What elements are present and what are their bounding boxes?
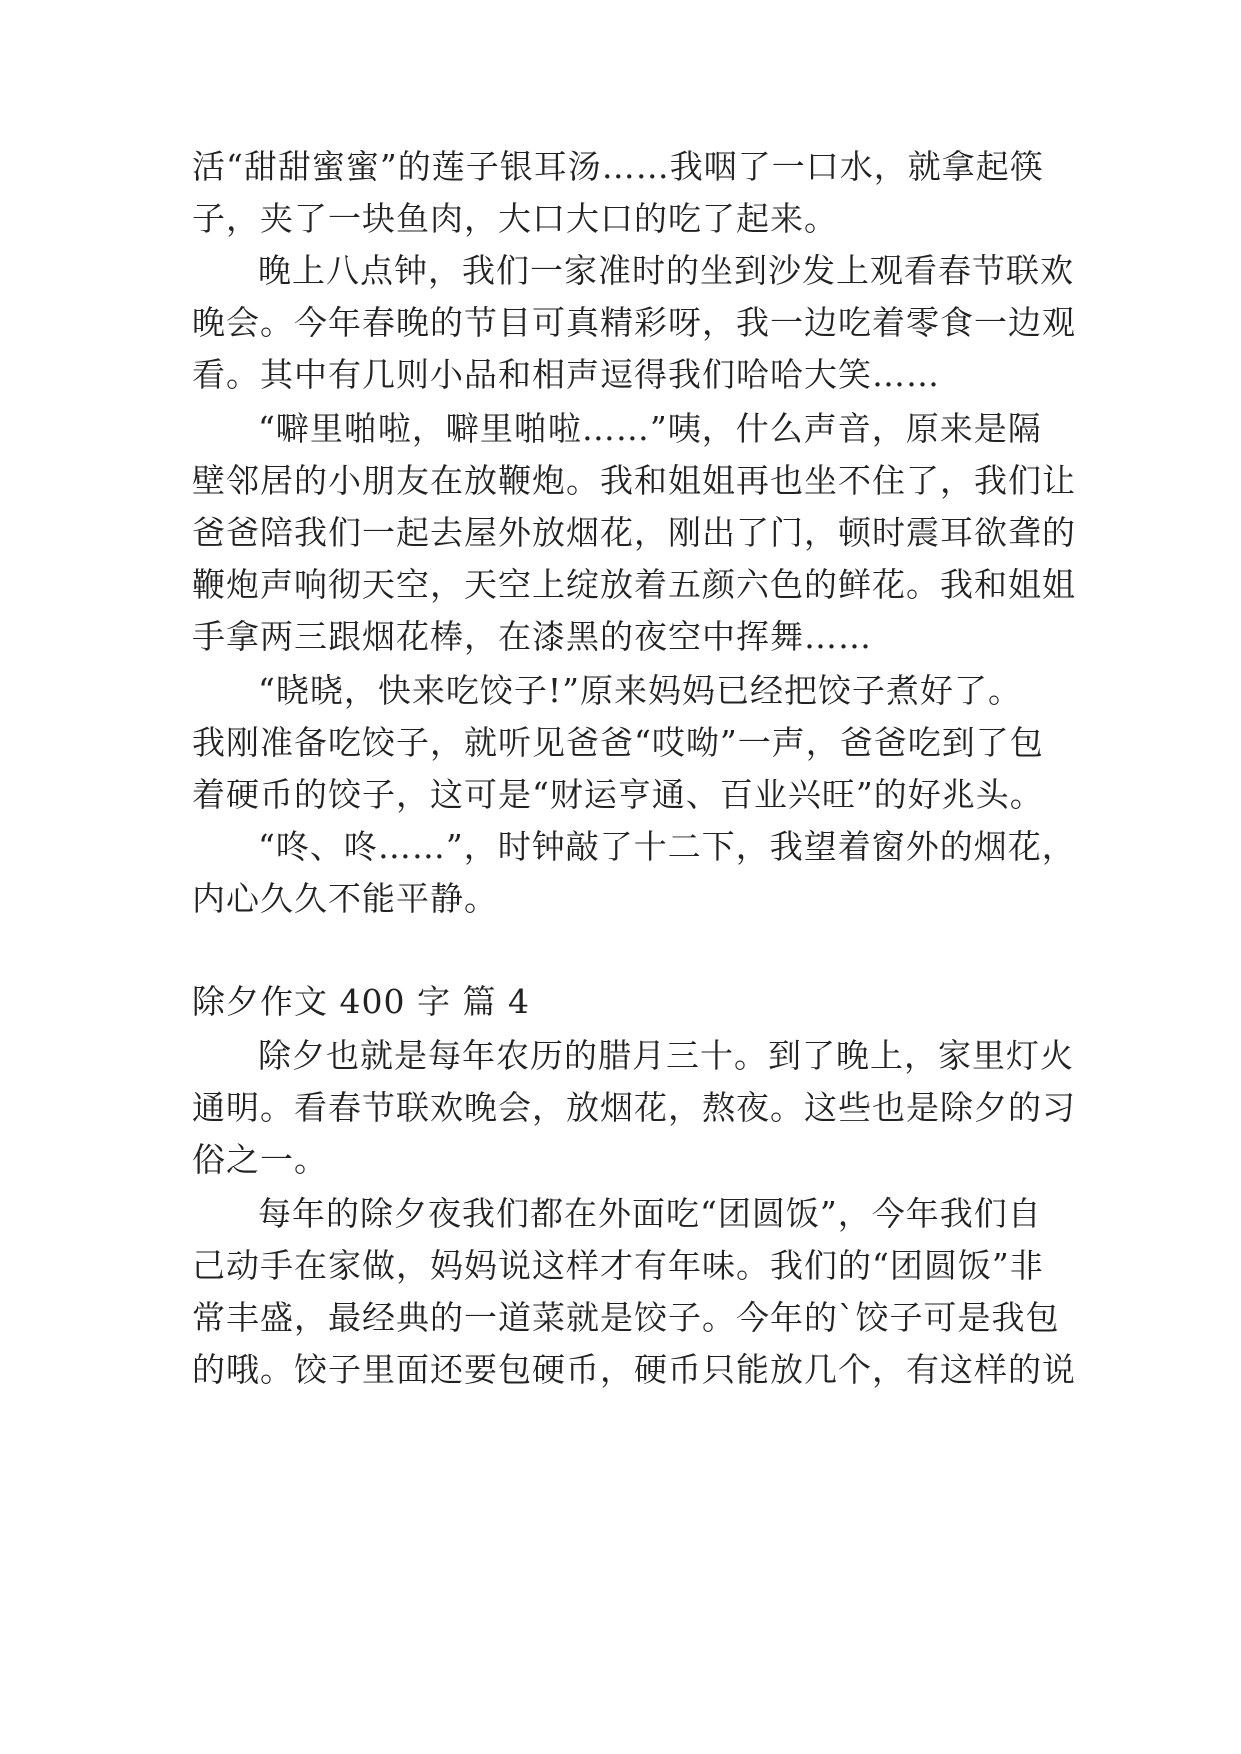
text-line: 每年的除夕夜我们都在外面吃“团圆饭”，今年我们自 — [258, 1194, 1042, 1233]
section-heading: 除夕作文 400 字 篇 4 — [192, 982, 530, 1021]
text-line: 着硬币的饺子，这可是“财运亨通、百业兴旺”的好兆头。 — [192, 775, 1044, 814]
text-line: 壁邻居的小朋友在放鞭炮。我和姐姐再也坐不住了，我们让 — [192, 461, 1076, 500]
text-line: 的哦。饺子里面还要包硬币，硬币只能放几个，有这样的说 — [192, 1350, 1076, 1389]
text-line: 俗之一。 — [192, 1140, 328, 1179]
text-line: 我刚准备吃饺子，就听见爸爸“哎呦”一声，爸爸吃到了包 — [192, 723, 1044, 762]
text-line: “晓晓，快来吃饺子!”原来妈妈已经把饺子煮好了。 — [258, 671, 1023, 710]
text-line: 除夕也就是每年农历的腊月三十。到了晚上，家里灯火 — [258, 1036, 1074, 1075]
text-line: “噼里啪啦，噼里啪啦……”咦，什么声音，原来是隔 — [258, 409, 1042, 448]
text-line: 鞭炮声响彻天空，天空上绽放着五颜六色的鲜花。我和姐姐 — [192, 565, 1076, 604]
text-line: 己动手在家做，妈妈说这样才有年味。我们的“团圆饭”非 — [192, 1246, 1044, 1285]
text-line: 爸爸陪我们一起去屋外放烟花，刚出了门，顿时震耳欲聋的 — [192, 513, 1076, 552]
text-line: 看。其中有几则小品和相声逗得我们哈哈大笑…… — [192, 355, 940, 394]
text-line: 通明。看春节联欢晚会，放烟花，熬夜。这些也是除夕的习 — [192, 1088, 1076, 1127]
text-line: 常丰盛，最经典的一道菜就是饺子。今年的`饺子可是我包 — [192, 1298, 1060, 1337]
text-line: 活“甜甜蜜蜜”的莲子银耳汤……我咽了一口水，就拿起筷 — [192, 147, 1044, 186]
text-line: 晚上八点钟，我们一家准时的坐到沙发上观看春节联欢 — [258, 251, 1074, 290]
text-line: 子，夹了一块鱼肉，大口大口的吃了起来。 — [192, 199, 838, 238]
text-line: 晚会。今年春晚的节目可真精彩呀，我一边吃着零食一边观 — [192, 303, 1076, 342]
text-line: 内心久久不能平静。 — [192, 879, 498, 918]
text-line: “咚、咚……”，时钟敲了十二下，我望着窗外的烟花， — [258, 827, 1076, 866]
text-line: 手拿两三跟烟花棒，在漆黑的夜空中挥舞…… — [192, 617, 872, 656]
